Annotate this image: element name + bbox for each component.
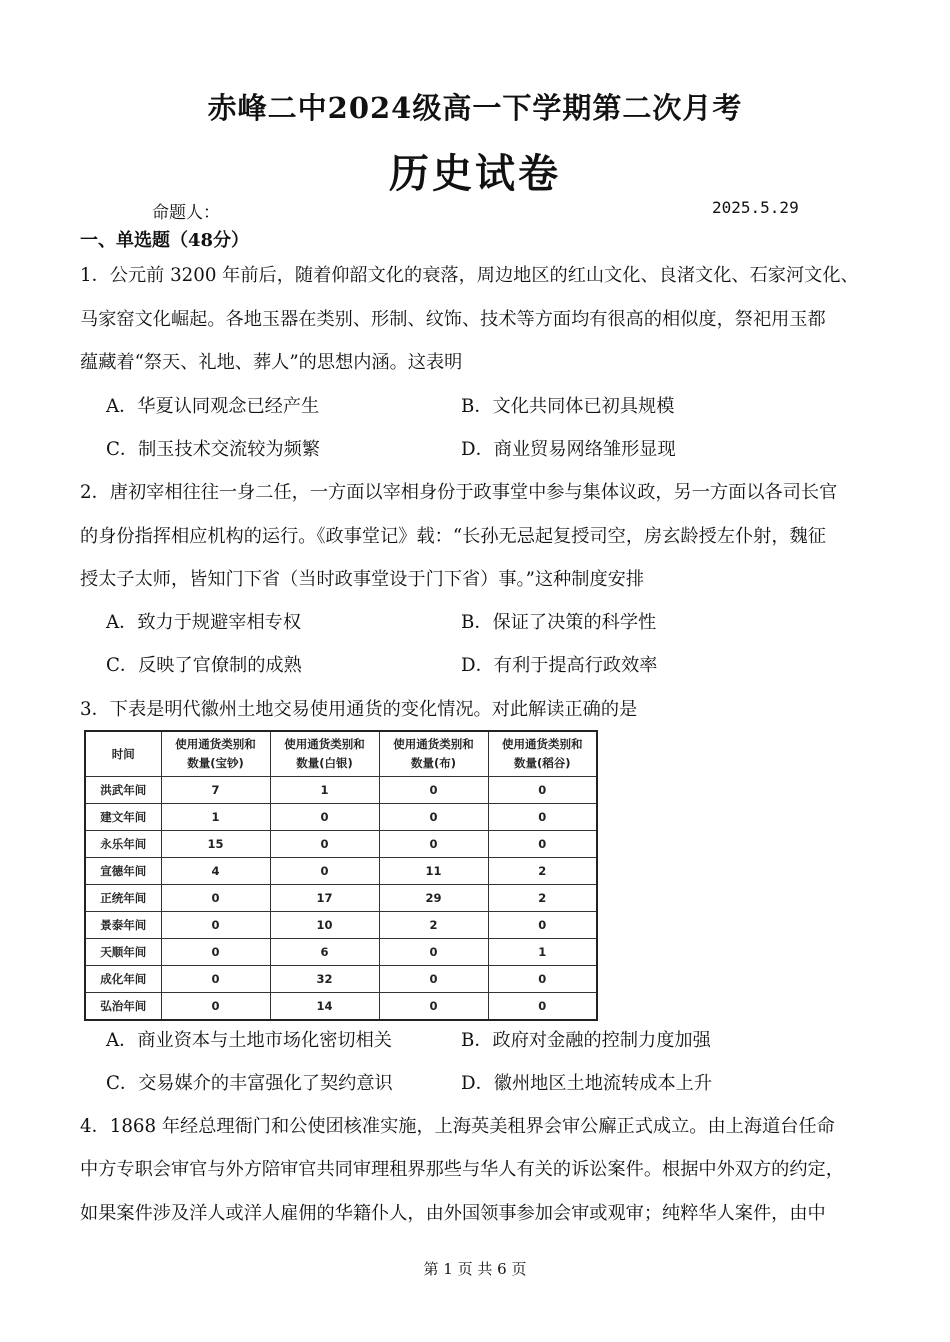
table-cell: 32	[270, 966, 379, 993]
table-cell: 0	[161, 885, 270, 912]
table-cell: 0	[379, 831, 488, 858]
table-cell: 0	[161, 939, 270, 966]
table-cell: 2	[488, 885, 597, 912]
table-cell: 建文年间	[85, 804, 161, 831]
table-cell: 成化年间	[85, 966, 161, 993]
q3-option-b: B．政府对金融的控制力度加强	[461, 1030, 711, 1051]
q3-option-c: C．交易媒介的丰富强化了契约意识	[106, 1073, 393, 1094]
table-cell: 1	[161, 804, 270, 831]
table-cell: 0	[379, 777, 488, 804]
q2-line-2: 的身份指挥相应机构的运行。《政事堂记》载：“长孙无忌起复授司空，房玄龄授左仆射，魏征	[80, 526, 826, 547]
table-cell: 正统年间	[85, 885, 161, 912]
table-header-row	[85, 731, 597, 777]
q1-option-c: C．制玉技术交流较为频繁	[106, 439, 320, 460]
table-cell: 0	[270, 831, 379, 858]
table-cell: 15	[161, 831, 270, 858]
table-row	[85, 804, 597, 831]
table-cell: 4	[161, 858, 270, 885]
table-cell: 0	[161, 993, 270, 1021]
table-cell: 0	[270, 858, 379, 885]
q4-line-2: 中方专职会审官与外方陪审官共同审理租界那些与华人有关的诉讼案件。根据中外双方的约定，	[80, 1159, 844, 1180]
table-cell: 0	[488, 966, 597, 993]
table-cell: 0	[379, 804, 488, 831]
header-cell-silver: 使用通货类别和 数量(白银)	[270, 731, 379, 777]
table-cell: 0	[379, 966, 488, 993]
author-label: 命题人：	[152, 203, 220, 223]
q3-stem: 3．下表是明代徽州土地交易使用通货的变化情况。对此解读正确的是	[80, 699, 638, 720]
q4-line-1: 4．1868 年经总理衙门和公使团核准实施，上海英美租界会审公廨正式成立。由上海道台任命	[80, 1116, 835, 1137]
section-heading: 一、单选题（48分）	[80, 230, 250, 251]
table-cell: 29	[379, 885, 488, 912]
q3-option-a: A．商业资本与土地市场化密切相关	[106, 1030, 392, 1051]
table-cell: 0	[488, 777, 597, 804]
q2-line-3: 授太子太师，皆知门下省（当时政事堂设于门下省）事。”这种制度安排	[80, 569, 645, 590]
table-cell: 0	[488, 993, 597, 1021]
header-cell-paper-money: 使用通货类别和 数量(宝钞)	[161, 731, 270, 777]
q2-option-a: A．致力于规避宰相专权	[106, 612, 302, 633]
table-cell: 0	[488, 804, 597, 831]
table-cell: 2	[488, 858, 597, 885]
table-cell: 0	[161, 912, 270, 939]
table-cell: 0	[488, 912, 597, 939]
table-cell: 景泰年间	[85, 912, 161, 939]
table-cell: 永乐年间	[85, 831, 161, 858]
table-cell: 0	[488, 831, 597, 858]
q2-option-b: B．保证了决策的科学性	[461, 612, 657, 633]
table-row	[85, 939, 597, 966]
table-row	[85, 912, 597, 939]
table-cell: 0	[379, 993, 488, 1021]
table-row	[85, 831, 597, 858]
page-footer: 第 1 页 共 6 页	[423, 1260, 527, 1278]
q4-line-3: 如果案件涉及洋人或洋人雇佣的华籍仆人，由外国领事参加会审或观审；纯粹华人案件，由中	[80, 1203, 826, 1224]
table-cell: 洪武年间	[85, 777, 161, 804]
table-row	[85, 858, 597, 885]
table-row	[85, 885, 597, 912]
exam-subject-title: 历史试卷	[389, 150, 561, 197]
q1-option-b: B．文化共同体已初具规模	[461, 396, 675, 417]
table-cell: 1	[270, 777, 379, 804]
table-cell: 6	[270, 939, 379, 966]
q2-line-1: 2．唐初宰相往往一身二任，一方面以宰相身份于政事堂中参与集体议政，另一方面以各司长官	[80, 482, 838, 503]
q1-option-a: A．华夏认同观念已经产生	[106, 396, 320, 417]
table-cell: 0	[161, 966, 270, 993]
table-cell: 10	[270, 912, 379, 939]
table-cell: 0	[270, 804, 379, 831]
q1-line-1: 1．公元前 3200 年前后，随着仰韶文化的衰落，周边地区的红山文化、良渚文化、石家河文化、	[80, 265, 859, 286]
table-cell: 17	[270, 885, 379, 912]
header-cell-cloth: 使用通货类别和 数量(布)	[379, 731, 488, 777]
header-cell-grain: 使用通货类别和 数量(稻谷)	[488, 731, 597, 777]
q3-option-d: D．徽州地区土地流转成本上升	[461, 1073, 713, 1094]
q2-option-d: D．有利于提高行政效率	[461, 655, 658, 676]
table-cell: 0	[379, 939, 488, 966]
exam-title: 赤峰二中2024级高一下学期第二次月考	[207, 91, 743, 125]
q1-line-3: 蕴藏着“祭天、礼地、葬人”的思想内涵。这表明	[80, 352, 463, 373]
currency-table	[84, 730, 598, 1021]
table-cell: 7	[161, 777, 270, 804]
table-cell: 14	[270, 993, 379, 1021]
table-row	[85, 966, 597, 993]
exam-date: 2025.5.29	[712, 198, 799, 217]
table-cell: 11	[379, 858, 488, 885]
q2-option-c: C．反映了官僚制的成熟	[106, 655, 302, 676]
table-cell: 2	[379, 912, 488, 939]
table-cell: 弘治年间	[85, 993, 161, 1021]
header-cell-period: 时间	[85, 731, 161, 777]
q1-option-d: D．商业贸易网络雏形显现	[461, 439, 676, 460]
q1-line-2: 马家窑文化崛起。各地玉器在类别、形制、纹饰、技术等方面均有很高的相似度，祭祀用玉都	[80, 309, 826, 330]
table-row	[85, 777, 597, 804]
table-cell: 天顺年间	[85, 939, 161, 966]
table-cell: 宣德年间	[85, 858, 161, 885]
table-cell: 1	[488, 939, 597, 966]
table-row	[85, 993, 597, 1021]
